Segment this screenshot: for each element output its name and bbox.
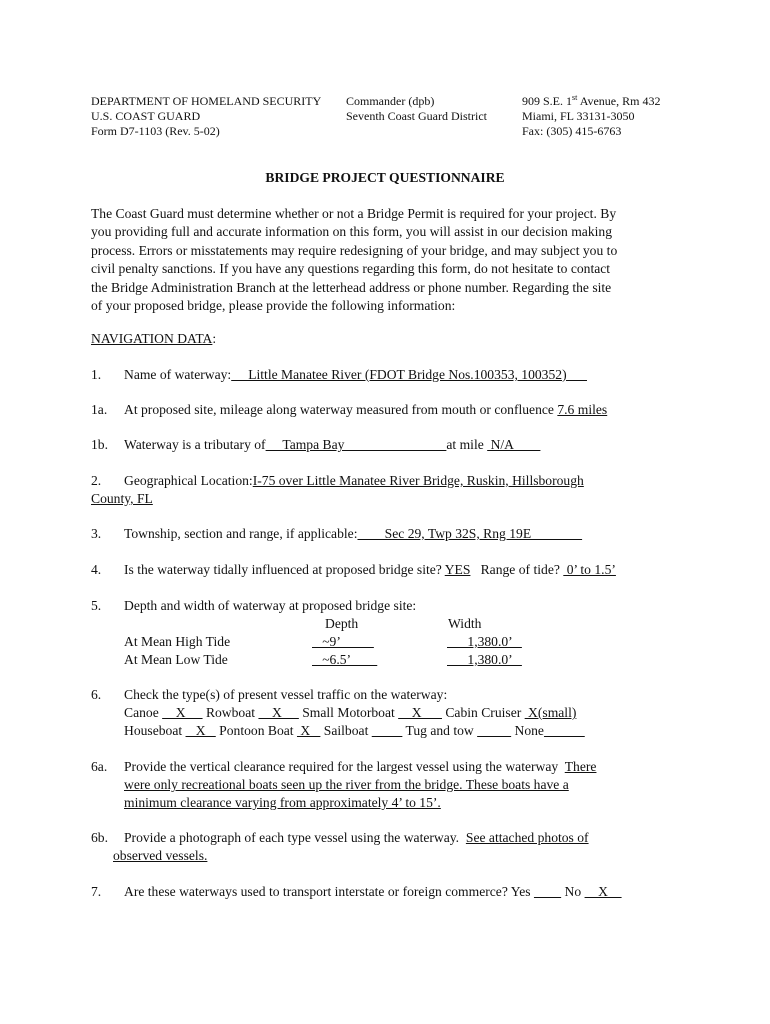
question-6a [91, 758, 596, 776]
vessel-label-none: None [511, 723, 544, 738]
question-number: 1. [91, 367, 102, 382]
tide-row-width: 1,380.0’ [447, 652, 522, 667]
question-number: 5. [91, 598, 102, 613]
question-number: 1a. [91, 402, 108, 417]
tide-row-depth: ~9’ [312, 634, 374, 649]
answer-location[interactable]: I-75 over Little Manatee River Bridge, Ruskin, Hillsborough [252, 473, 584, 488]
question-3 [91, 525, 582, 543]
question-4 [91, 561, 616, 579]
answer-tide-range[interactable]: 0’ to 1.5’ [563, 562, 616, 577]
answer-clearance[interactable]: There [564, 759, 597, 774]
question-label: At proposed site, mileage along waterway measured from mouth or confluence [124, 402, 558, 417]
answer-township[interactable]: Sec 29, Twp 32S, Rng 19E [357, 526, 583, 541]
office-line: Commander (dpb) [346, 94, 435, 108]
question-1 [91, 366, 587, 384]
form-number: Form D7-1103 (Rev. 5-02) [91, 124, 220, 138]
vessel-label-rowboat: Rowboat [202, 705, 259, 720]
answer-commerce-no[interactable]: X [584, 884, 622, 899]
answer-clearance-cont[interactable]: were only recreational boats seen up the river from the bridge. These boats have a [124, 777, 569, 792]
question-label: Check the type(s) of present vessel traffic on the waterway: [124, 687, 448, 702]
tide-row-label: At Mean Low Tide [124, 652, 228, 667]
question-6 [91, 686, 447, 704]
intro-paragraph [91, 205, 691, 315]
answer-clearance-cont[interactable]: minimum clearance varying from approximately 4’ to 15’. [124, 795, 441, 810]
question-label: No [561, 884, 585, 899]
vessel-check-none[interactable] [544, 723, 585, 738]
tide-row-width: 1,380.0’ [447, 634, 522, 649]
question-label: Geographical Location: [124, 473, 253, 488]
vessel-check-small-motorboat[interactable]: X [398, 705, 442, 720]
question-label: Township, section and range, if applicable: [124, 526, 358, 541]
vessel-types-line-1 [124, 704, 576, 722]
question-6b [91, 829, 589, 847]
page-title: BRIDGE PROJECT QUESTIONNAIRE [265, 170, 505, 185]
question-label: Are these waterways used to transport interstate or foreign commerce? Yes [124, 884, 534, 899]
question-label: Provide the vertical clearance required for the largest vessel using the waterway [124, 759, 565, 774]
answer-photos-cont[interactable]: observed vessels. [113, 848, 208, 863]
question-number: 1b. [91, 437, 108, 452]
answer-waterway-name[interactable]: Little Manatee River (FDOT Bridge Nos.100353, 100352) [231, 367, 587, 382]
answer-photos[interactable]: See attached photos of [465, 830, 589, 845]
column-header-depth: Depth [325, 616, 359, 631]
answer-mileage[interactable]: 7.6 miles [557, 402, 608, 417]
question-1b [91, 436, 540, 454]
agency-line: DEPARTMENT OF HOMELAND SECURITY [91, 94, 322, 108]
question-number: 6b. [91, 830, 108, 845]
question-6a-continued [124, 776, 569, 794]
question-number: 6a. [91, 759, 108, 774]
tide-row-depth: ~6.5’ [312, 652, 378, 667]
question-label: Depth and width of waterway at proposed bridge site: [124, 598, 417, 613]
vessel-types-line-2 [124, 722, 585, 740]
question-label: Range of tide? [470, 562, 564, 577]
section-heading: NAVIGATION DATA: [91, 331, 217, 346]
vessel-check-canoe[interactable]: X [162, 705, 203, 720]
address-street: 909 S.E. 1st Avenue, Rm 432 [522, 93, 661, 108]
question-number: 2. [91, 473, 102, 488]
tide-row-label: At Mean High Tide [124, 634, 231, 649]
vessel-label-sailboat: Sailboat [320, 723, 372, 738]
address-city: Miami, FL 33131-3050 [522, 109, 635, 123]
intro-line: The Coast Guard must determine whether or not a Bridge Permit is required for your project. By [91, 206, 617, 221]
intro-line: of your proposed bridge, please provide the following information: [91, 297, 456, 313]
vessel-check-houseboat[interactable]: X [185, 723, 216, 738]
answer-mile[interactable]: N/A [487, 437, 541, 452]
question-6a-continued [124, 794, 441, 812]
header-address [522, 94, 660, 139]
address-fax: Fax: (305) 415-6763 [522, 124, 622, 138]
question-number: 3. [91, 526, 102, 541]
question-number: 7. [91, 884, 102, 899]
question-1a [91, 401, 607, 419]
question-label: Waterway is a tributary of [124, 437, 266, 452]
question-6b-continued [113, 847, 207, 865]
question-2 [91, 472, 584, 490]
intro-line: the Bridge Administration Branch at the letterhead address or phone number. Regarding the site [91, 279, 612, 295]
question-number: 4. [91, 562, 102, 577]
question-7 [91, 883, 622, 901]
vessel-label-houseboat: Houseboat [124, 723, 186, 738]
question-label: at mile [446, 437, 488, 452]
vessel-check-rowboat[interactable]: X [258, 705, 299, 720]
vessel-label-tug-and-tow: Tug and tow [402, 723, 478, 738]
header-agency [91, 94, 321, 139]
office-line: Seventh Coast Guard District [346, 109, 487, 123]
question-number: 6. [91, 687, 102, 702]
column-header-width: Width [448, 616, 482, 631]
agency-line: U.S. COAST GUARD [91, 109, 201, 123]
intro-line: process. Errors or misstatements may require redesigning of your bridge, and may subject you to [91, 242, 618, 258]
vessel-label-small-motorboat: Small Motorboat [298, 705, 399, 720]
answer-commerce-yes[interactable] [534, 884, 561, 899]
question-label: Name of waterway: [124, 367, 232, 382]
vessel-check-cabin-cruiser[interactable]: X(small) [524, 705, 577, 720]
question-label: Provide a photograph of each type vessel using the waterway. [124, 830, 466, 845]
question-label: Is the waterway tidally influenced at proposed bridge site? [124, 562, 445, 577]
vessel-label-canoe: Canoe [124, 705, 163, 720]
header-office [346, 94, 487, 124]
answer-tidal[interactable]: YES [444, 562, 471, 577]
answer-tributary[interactable]: Tampa Bay [265, 437, 447, 452]
question-5 [91, 597, 416, 615]
intro-line: you providing full and accurate information on this form, you will assist in our decision making [91, 224, 613, 240]
vessel-label-cabin-cruiser: Cabin Cruiser [441, 705, 525, 720]
vessel-check-tug-and-tow[interactable] [477, 723, 511, 738]
vessel-check-sailboat[interactable] [372, 723, 403, 738]
answer-location-cont[interactable]: County, FL [91, 491, 153, 506]
question-2-continued [91, 490, 153, 508]
intro-line: civil penalty sanctions. If you have any questions regarding this form, do not hesitate to contact [91, 261, 611, 277]
vessel-check-pontoon-boat[interactable]: X [296, 723, 321, 738]
vessel-label-pontoon-boat: Pontoon Boat [215, 723, 297, 738]
